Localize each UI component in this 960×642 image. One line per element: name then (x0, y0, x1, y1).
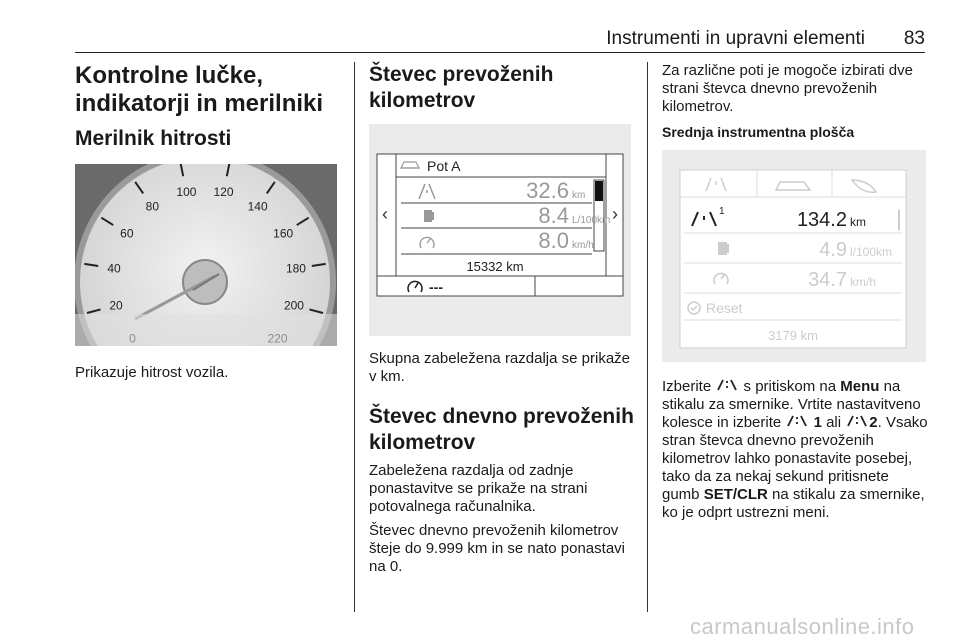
trip-distance-unit: km (850, 215, 866, 229)
average-speed-value: 8.0 (538, 228, 569, 253)
average-speed-value: 34.7 (808, 269, 847, 291)
speedometer-tick-label: 40 (107, 261, 121, 276)
trip-distance-value: 32.6 (526, 178, 569, 203)
odometer-figure (369, 124, 631, 336)
average-speed-unit: km/h (572, 240, 594, 251)
trip-number: 1 (719, 206, 725, 217)
total-distance: 3179 km (768, 328, 818, 343)
next-page-icon: › (612, 204, 618, 224)
trip-symbol-icon (845, 414, 869, 428)
trip-distance-value: 134.2 (796, 209, 847, 231)
column-3 (662, 62, 930, 522)
trip-odometer-text-1: Zabeležena razdalja od zadnje ponastavitve se prikaže na strani potovalnega računalnika. (369, 462, 588, 515)
column-divider-2 (647, 62, 648, 612)
section-heading: Kontrolne lučke, indikatorji in merilniki (75, 62, 324, 117)
intro-text: Za različne poti je mogoče izbirati dve strani števca dnevno prevoženih kilometrov. (662, 62, 913, 115)
trip-odometer-text-2: Števec dnevno prevoženih kilometrov šteje do 9.999 km in se nato ponastavi na 0. (369, 522, 625, 575)
text-segment: na stikalu za smernike, ko je odprt ustrezni meni. (662, 486, 925, 521)
total-distance: 15332 km (466, 259, 524, 274)
speedometer-heading: Merilnik hitrosti (75, 127, 232, 150)
fuel-consumption-value: 4.9 (819, 239, 847, 261)
speedometer-tick-label: 120 (213, 184, 234, 199)
text-segment: ali (821, 414, 846, 431)
speedometer-tick-label: 20 (109, 298, 123, 313)
speedometer-tick-label: 80 (145, 199, 160, 214)
speedometer-tick-label: 100 (176, 184, 197, 199)
speedometer-tick-label: 180 (285, 261, 306, 276)
trip-symbol-icon (715, 378, 739, 392)
page-number: 83 (903, 28, 925, 49)
text-segment: . Vsako stran števca dnevno prevoženih kilometrov lahko ponastavite posebej, tako da za nekaj sekund pritisnete gumb (662, 414, 928, 503)
odometer-text: Skupna zabeležena razdalja se prikaže v km. (369, 350, 630, 385)
speedometer-tick-label: 140 (247, 199, 268, 214)
reset-label: Reset (706, 300, 743, 316)
speedometer-tick-label: 60 (120, 226, 134, 241)
odometer-heading: Števec prevoženih kilometrov (369, 63, 554, 112)
speedometer-caption: Prikazuje hitrost vozila. (75, 364, 229, 381)
trip-title: Pot A (427, 158, 461, 174)
speedometer-tick-label: 200 (283, 298, 304, 313)
trip-1-label: 1 (813, 414, 822, 431)
text-segment: Izberite (662, 378, 716, 395)
center-panel-figure (662, 150, 926, 362)
odometer-display (369, 124, 631, 336)
fuel-consumption-unit: L/100km (572, 215, 611, 226)
trip-odometer-heading: Števec dnevno prevoženih kilometrov (369, 405, 634, 454)
bottom-readout: --- (429, 279, 443, 295)
center-panel-heading: Srednja instrumentna plošča (662, 124, 855, 140)
trip-symbol-icon (785, 414, 809, 428)
speedometer-figure (75, 164, 337, 346)
page-header (75, 26, 925, 53)
trip-2-label: 2 (869, 414, 878, 431)
menu-label: Menu (840, 378, 880, 395)
header-title: Instrumenti in upravni elementi (606, 28, 865, 49)
average-speed-unit: km/h (850, 275, 877, 289)
text-segment: na stikalu za smernike. Vrtite nastavitveno kolesce in izberite (662, 378, 921, 431)
trip-distance-unit: km (572, 190, 586, 201)
fuel-consumption-value: 8.4 (538, 203, 569, 228)
speedometer-tick-label: 160 (273, 226, 294, 241)
instructions-text (662, 378, 930, 522)
set-clr-label: SET/CLR (703, 486, 768, 503)
center-panel-display (662, 150, 926, 362)
prev-page-icon: ‹ (382, 204, 388, 224)
column-1 (75, 62, 345, 382)
speedometer-dial (75, 164, 337, 346)
watermark: carmanualsonline.info (690, 614, 915, 639)
column-divider-1 (354, 62, 355, 612)
column-2 (369, 62, 635, 576)
fuel-consumption-unit: l/100km (850, 245, 893, 259)
text-segment: s pritiskom na (739, 378, 841, 395)
